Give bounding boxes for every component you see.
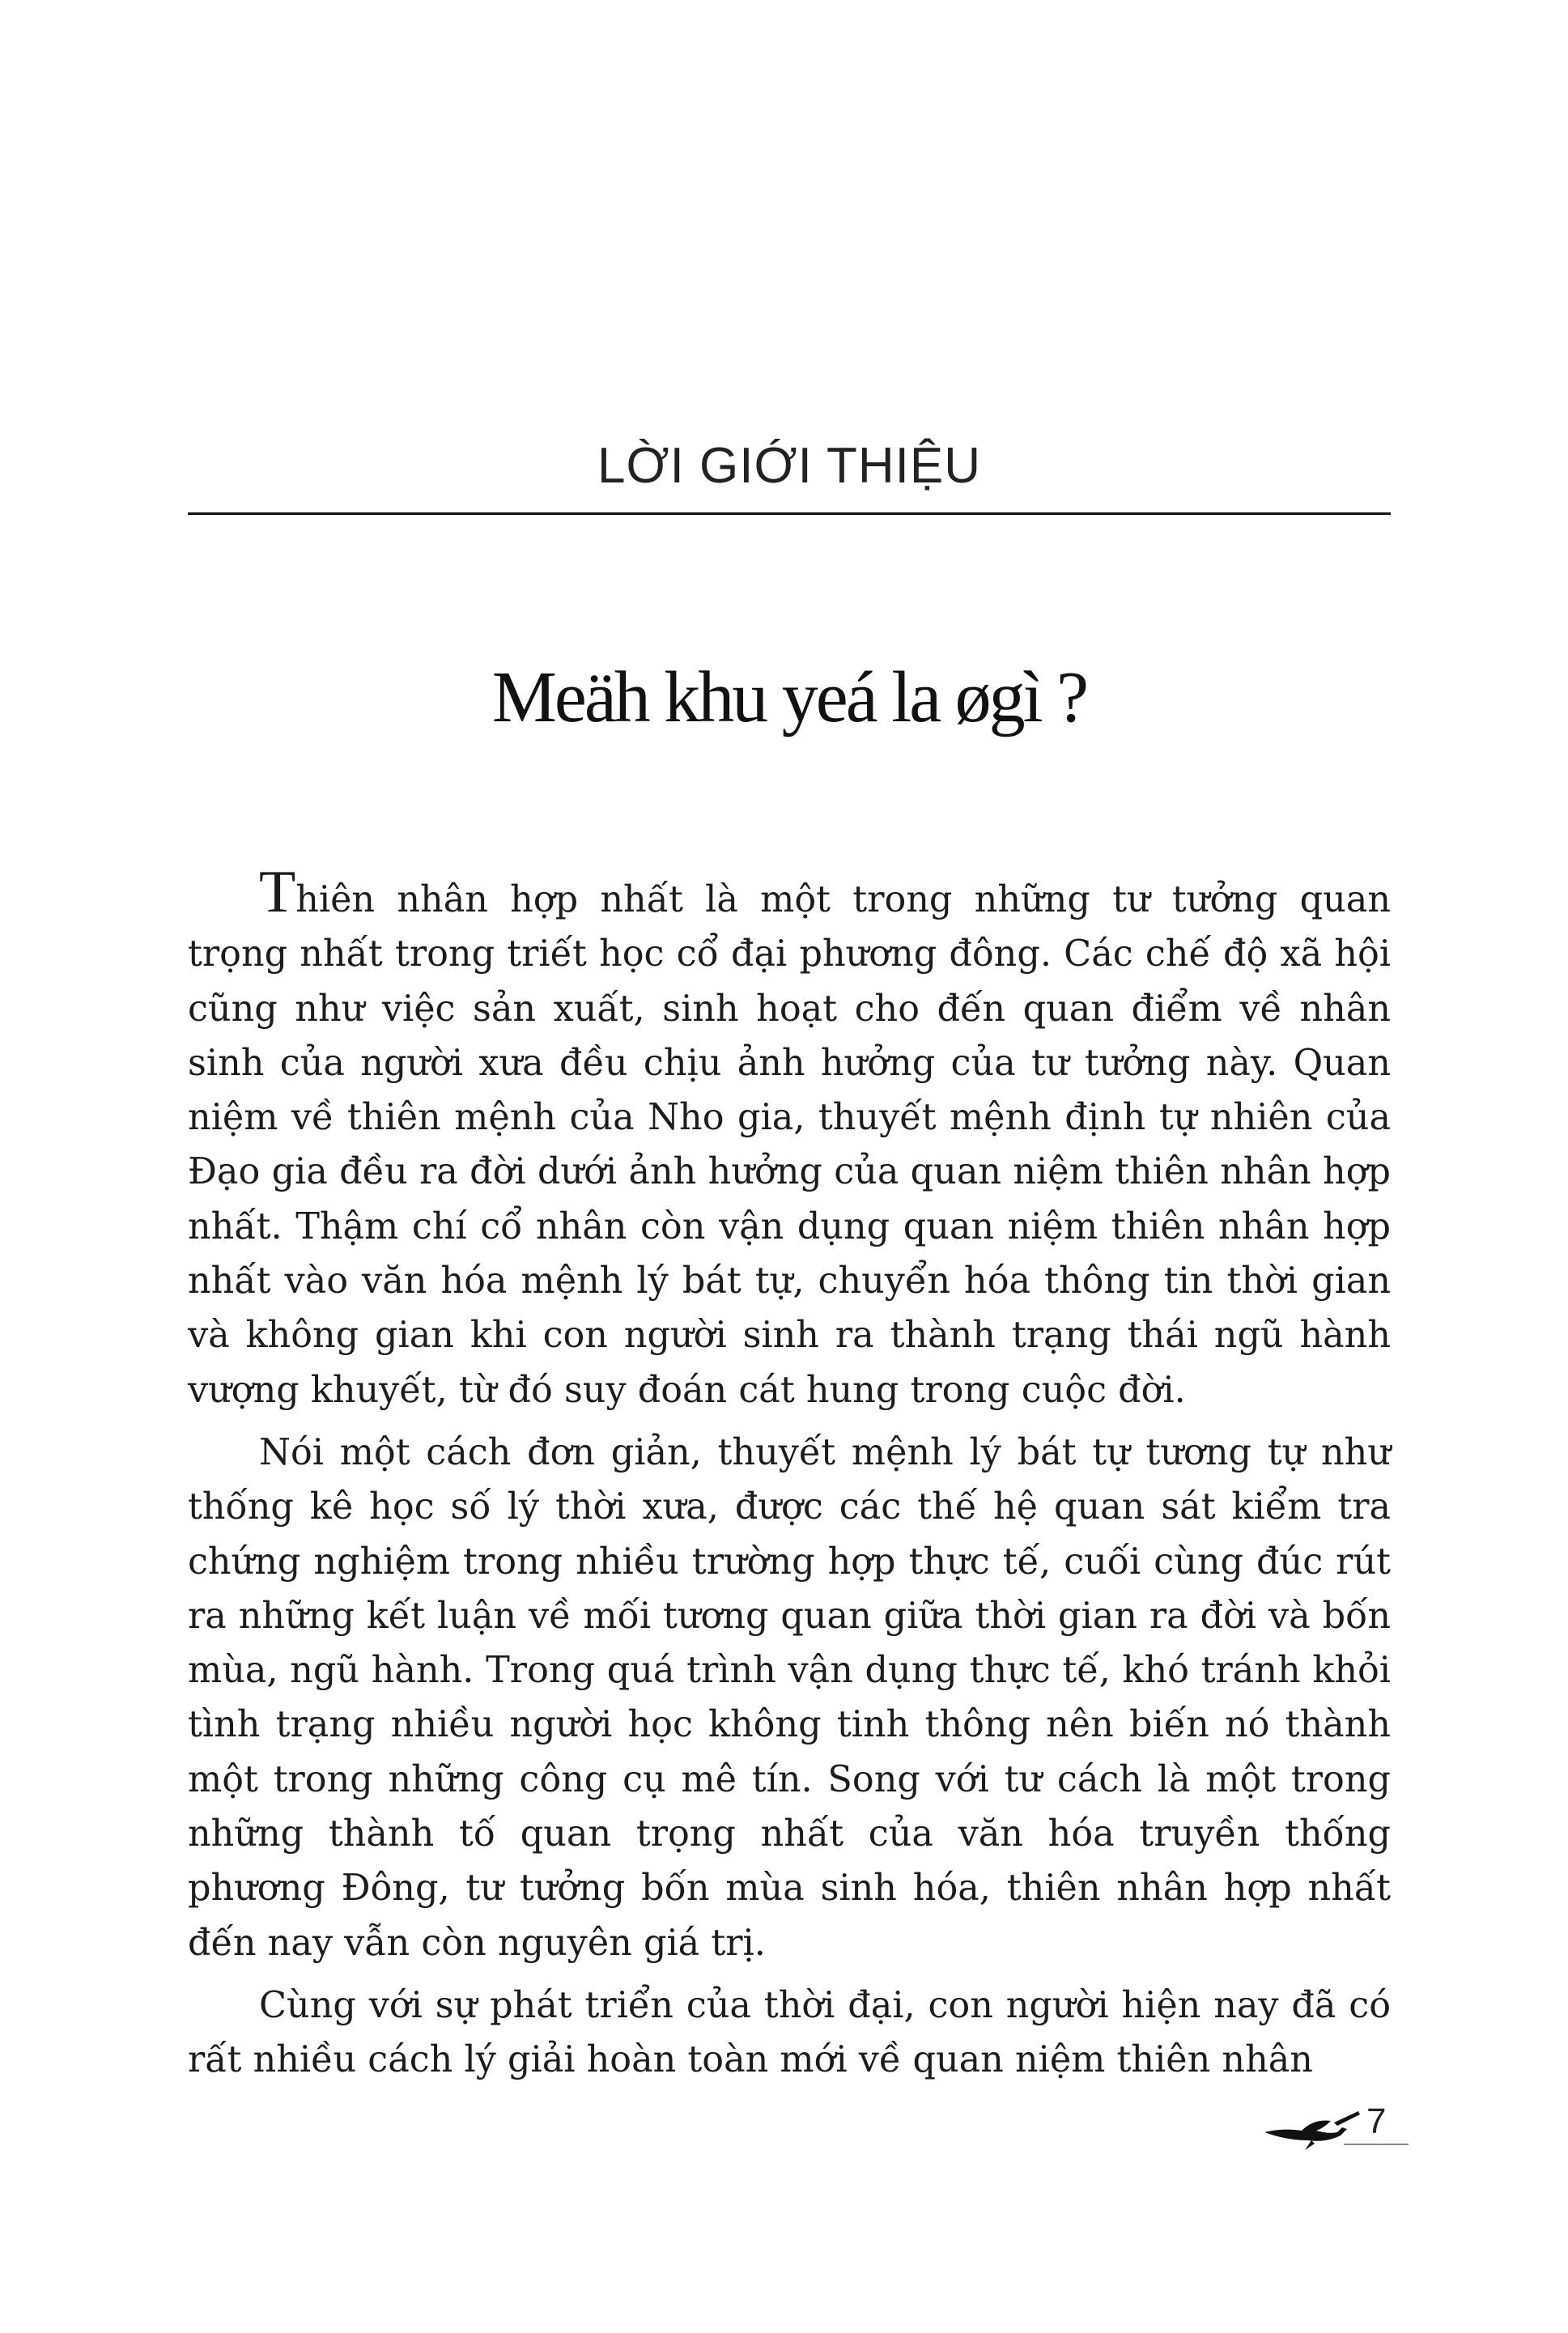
- drop-cap: T: [259, 859, 296, 925]
- section-header: LỜI GIỚI THIỆU: [597, 438, 982, 494]
- bird-ornament-icon: [1263, 2105, 1368, 2153]
- paragraph-1-text: hiên nhân hợp nhất là một trong những tư tưởng quan trọng nhất trong triết học cổ đại phương đông. Các chế độ xã hội cũng như việc sản xuất, sinh hoạt cho đến quan điểm về nhân sinh của người xưa đều chịu ảnh hưởng của tư tưởng này. Quan niệm về thiên mệnh của Nho gia, thuyết mệnh định tự nhiên của Đạo gia đều ra đời dưới ảnh hưởng của quan niệm thiên nhân hợp nhất. Thậm chí cổ nhân còn vận dụng quan niệm thiên nhân hợp nhất vào văn hóa mệnh lý bát tự, chuyển hóa thông tin thời gian và không gian khi con người sinh ra thành trạng thái ngũ hành vượng khuyết, từ đó suy đoán cát hung trong cuộc đời.: [188, 879, 1391, 1411]
- paragraph-1: [188, 859, 1391, 1417]
- chapter-title: Meäh khu yeá la øgì ?: [491, 657, 1087, 737]
- paragraph-2: Nói một cách đơn giản, thuyết mệnh lý bát tự tương tự như thống kê học số lý thời xưa, được các thế hệ quan sát kiểm tra chứng nghiệm trong nhiều trường hợp thực tế, cuối cùng đúc rút ra những kết luận về mối tương quan giữa thời gian ra đời và bốn mùa, ngũ hành. Trong quá trình vận dụng thực tế, khó tránh khỏi tình trạng nhiều người học không tinh thông nên biến nó thành một trong những công cụ mê tín. Song với tư cách là một trong những thành tố quan trọng nhất của văn hóa truyền thống phương Đông, tư tưởng bốn mùa sinh hóa, thiên nhân hợp nhất đến nay vẫn còn nguyên giá trị.: [188, 1431, 1391, 1964]
- page-number: 7: [1366, 2101, 1387, 2141]
- header-divider: [188, 512, 1391, 515]
- paragraph-3: Cùng với sự phát triển của thời đại, con người hiện nay đã có rất nhiều cách lý giải hoàn toàn mới về quan niệm thiên nhân: [188, 1984, 1391, 2081]
- body-text: [188, 859, 1391, 2096]
- footer-rule: [1344, 2144, 1409, 2145]
